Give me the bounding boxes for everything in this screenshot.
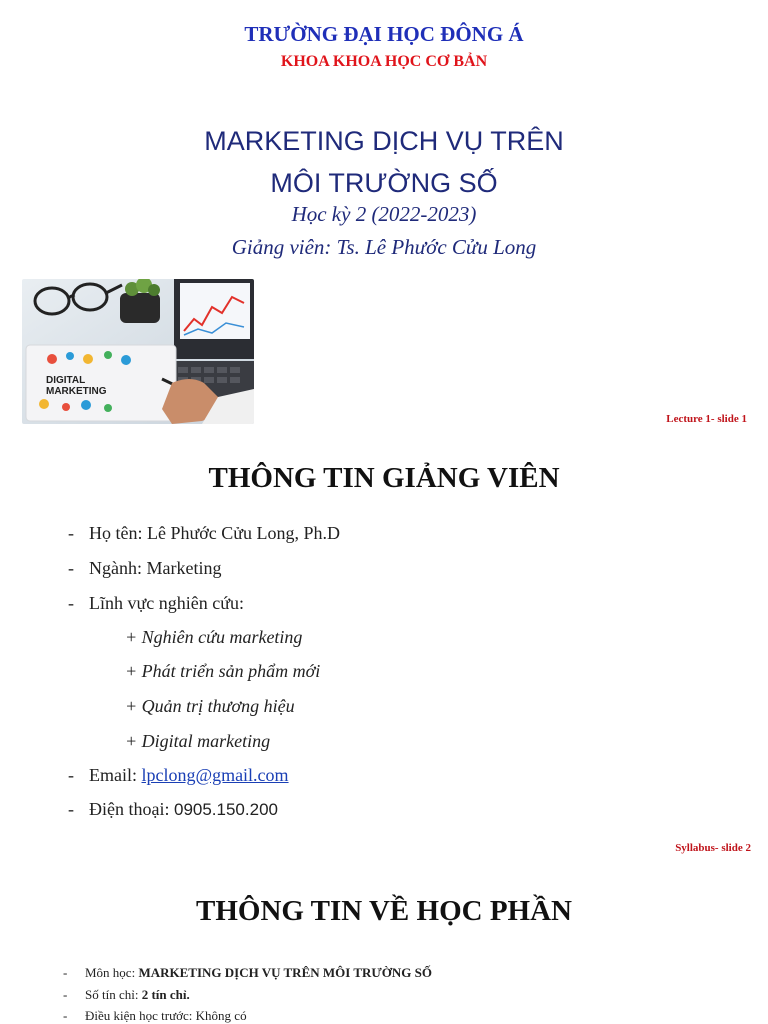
subject-value: MARKETING DỊCH VỤ TRÊN MÔI TRƯỜNG SỐ	[138, 965, 432, 980]
course-title	[0, 120, 768, 204]
lecturer-line: Giảng viên: Ts. Lê Phước Cửu Long	[231, 235, 537, 259]
credits-value: 2 tín chỉ.	[141, 987, 190, 1002]
course-title-line2: MÔI TRƯỜNG SỐ	[270, 168, 498, 198]
name-label: Họ tên:	[89, 523, 147, 543]
course-info-heading: THÔNG TIN VỀ HỌC PHẦN	[196, 895, 572, 927]
major-text: Ngành: Marketing	[89, 558, 222, 578]
digital-marketing-image	[22, 279, 254, 424]
slide-reference-2: Syllabus- slide 2	[675, 842, 751, 854]
sign-line1: DIGITAL	[46, 375, 86, 386]
bullet: -	[68, 799, 74, 819]
marketing-sheet	[26, 345, 176, 421]
university-name: TRƯỜNG ĐẠI HỌC ĐÔNG Á	[244, 22, 524, 46]
research-area-item: + Phát triển sản phẩm mới	[125, 661, 321, 681]
sign-line2: MARKETING	[46, 386, 107, 397]
bullet: -	[63, 965, 68, 980]
digital-marketing-illustration	[22, 279, 254, 424]
bullet: -	[68, 523, 74, 543]
phone-value: 0905.150.200	[173, 800, 278, 819]
research-area-item: + Nghiên cứu marketing	[125, 627, 303, 647]
faculty-name: KHOA KHOA HỌC CƠ BẢN	[280, 53, 488, 70]
bullet: -	[68, 593, 74, 613]
bullet: -	[63, 987, 68, 1002]
phone-label: Điện thoại:	[89, 799, 174, 819]
prereq-text: Điều kiện học trước: Không có	[85, 1008, 247, 1023]
course-title-line1: MARKETING DỊCH VỤ TRÊN	[204, 126, 564, 156]
name-value: Lê Phước Cửu Long, Ph.D	[147, 523, 341, 543]
semester: Học kỳ 2 (2022-2023)	[291, 202, 477, 226]
credits-label: Số tín chỉ:	[85, 987, 142, 1002]
plant-icon	[120, 279, 160, 323]
subject-label: Môn học:	[85, 965, 139, 980]
email-label: Email:	[89, 765, 142, 785]
email-link[interactable]: lpclong@gmail.com	[141, 765, 289, 785]
slide-reference-1: Lecture 1- slide 1	[666, 413, 747, 425]
research-area-item: + Quản trị thương hiệu	[125, 696, 295, 716]
lecturer-info-heading: THÔNG TIN GIẢNG VIÊN	[208, 462, 560, 494]
research-area-item: + Digital marketing	[125, 731, 271, 751]
bullet: -	[63, 1008, 68, 1023]
bullet: -	[68, 765, 74, 785]
bullet: -	[68, 558, 74, 578]
research-label: Lĩnh vực nghiên cứu:	[89, 593, 244, 613]
